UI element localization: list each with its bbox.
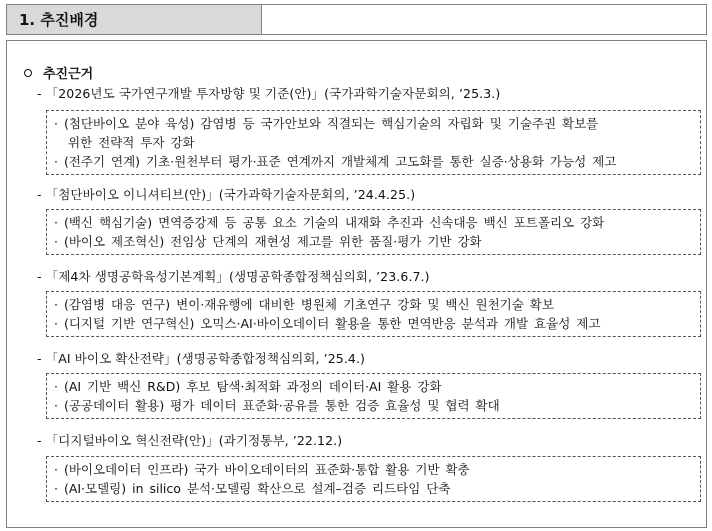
dash-marker: - <box>37 187 42 202</box>
basis-item-title: 「2026년도 국가연구개발 투자방향 및 기준(안)」(국가과학기술자문회의, ’25.3.) <box>45 86 501 101</box>
detail-line: · (감염병 대응 연구) 변이·재유행에 대비한 병원체 기초연구 강화 및 백신 원천기술 확보 <box>54 297 554 312</box>
header-blank-cell <box>262 5 706 34</box>
dash-marker: - <box>37 86 42 101</box>
subsection-heading <box>24 63 93 82</box>
ring-bullet-icon <box>24 69 32 77</box>
detail-line: · (백신 핵심기술) 면역증강제 등 공통 요소 기술의 내재화 추진과 신속대응 백신 포트폴리오 강화 <box>54 215 605 230</box>
detail-line: · (AI 기반 백신 R&D) 후보 탐색·최적화 과정의 데이터·AI 활용 강화 <box>54 379 442 394</box>
basis-item-title: 「제4차 생명공학육성기본계획」(생명공학종합정책심의회, ’23.6.7.) <box>45 269 430 284</box>
basis-item <box>37 267 430 285</box>
basis-item-title: 「디지털바이오 혁신전략(안)」(과기정통부, ’22.12.) <box>45 433 343 448</box>
dash-marker: - <box>37 433 42 448</box>
detail-box <box>46 110 701 175</box>
content-box <box>6 40 707 528</box>
detail-line: · (전주기 연계) 기초·원천부터 평가·표준 연계까지 개발체계 고도화를 통한 실증·상용화 가능성 제고 <box>54 154 617 169</box>
section-header <box>6 4 707 35</box>
basis-item <box>37 185 415 203</box>
basis-item <box>37 84 500 102</box>
basis-item <box>37 349 365 367</box>
detail-line: · (AI·모델링) in silico 분석·모델링 확산으로 설계–검증 리드타임 단축 <box>54 481 451 496</box>
subsection-title: 추진근거 <box>43 67 94 82</box>
detail-box <box>46 456 701 502</box>
detail-box <box>46 209 701 255</box>
basis-item <box>37 431 342 449</box>
detail-box <box>46 291 701 337</box>
detail-box <box>46 373 701 419</box>
basis-item-title: 「첨단바이오 이니셔티브(안)」(국가과학기술자문회의, ’24.4.25.) <box>45 187 416 202</box>
detail-line: 위한 전략적 투자 강화 <box>68 135 195 150</box>
section-title: 1. 추진배경 <box>7 5 262 34</box>
basis-item-title: 「AI 바이오 확산전략」(생명공학종합정책심의회, ’25.4.) <box>45 351 366 366</box>
detail-line: · (첨단바이오 분야 육성) 감염병 등 국가안보와 직결되는 핵심기술의 자립화 및 기술주권 확보를 <box>54 116 599 131</box>
detail-line: · (바이오데이터 인프라) 국가 바이오데이터의 표준화·통합 활용 기반 확충 <box>54 462 470 477</box>
dash-marker: - <box>37 351 42 366</box>
detail-line: · (디지털 기반 연구혁신) 오믹스·AI·바이오데이터 활용을 통한 면역반응 분석과 개발 효율성 제고 <box>54 316 601 331</box>
detail-line: · (바이오 제조혁신) 전임상 단계의 재현성 제고를 위한 품질·평가 기반 강화 <box>54 234 482 249</box>
dash-marker: - <box>37 269 42 284</box>
detail-line: · (공공데이터 활용) 평가 데이터 표준화·공유를 통한 검증 효율성 및 협력 확대 <box>54 398 500 413</box>
